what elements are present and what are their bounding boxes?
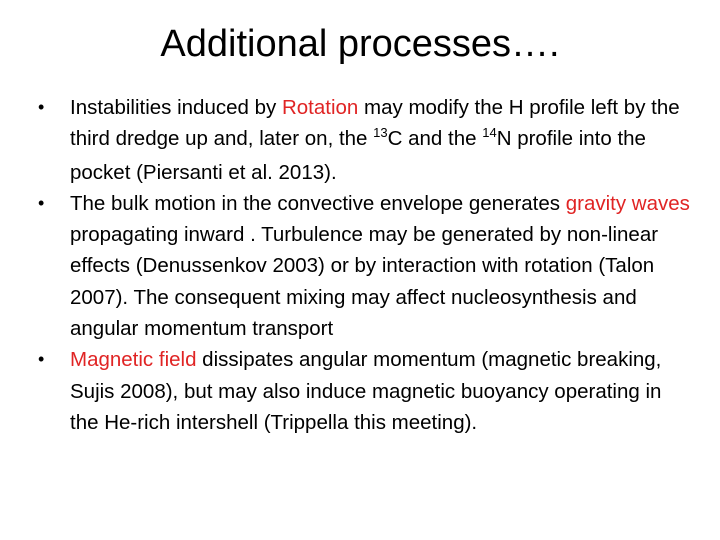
superscript-14: 14 <box>482 125 497 141</box>
bullet-icon: • <box>38 349 45 370</box>
bullet-item-gravity-waves <box>34 188 694 344</box>
bullet-text: may modify the H profile left by the third dredge up and, later on, the <box>70 96 680 151</box>
bullet-item-rotation <box>34 92 694 188</box>
slide-title: Additional processes…. <box>160 23 560 65</box>
bullet-text: N profile into the pocket (Piersanti et al. 2013). <box>70 127 646 184</box>
bullet-text: C and the <box>387 127 483 151</box>
bullet-icon: • <box>38 97 45 117</box>
bullet-text: The bulk motion in the convective envelope generates <box>70 191 566 215</box>
bullet-text: dissipates angular momentum (magnetic breaking, Sujis 2008), but may also induce magnetic buoyancy operating in the He-rich intershell (Trippella this meeting). <box>70 348 662 434</box>
bullet-list <box>34 92 694 438</box>
highlight-gravity-waves: gravity waves <box>565 191 690 215</box>
superscript-13: 13 <box>373 125 388 141</box>
bullet-item-magnetic-field <box>34 344 694 438</box>
highlight-rotation: Rotation <box>281 96 359 119</box>
bullet-text: propagating inward . Turbulence may be generated by non-linear effects (Denussenkov 2003) or by interaction with rotation (Talon 2007). The consequent mixing may affect nucleosynthesis and angular momentum transport <box>70 223 659 341</box>
highlight-magnetic-field: Magnetic field <box>70 348 197 372</box>
bullet-icon: • <box>38 192 45 213</box>
bullet-text: Instabilities induced by <box>70 96 282 119</box>
